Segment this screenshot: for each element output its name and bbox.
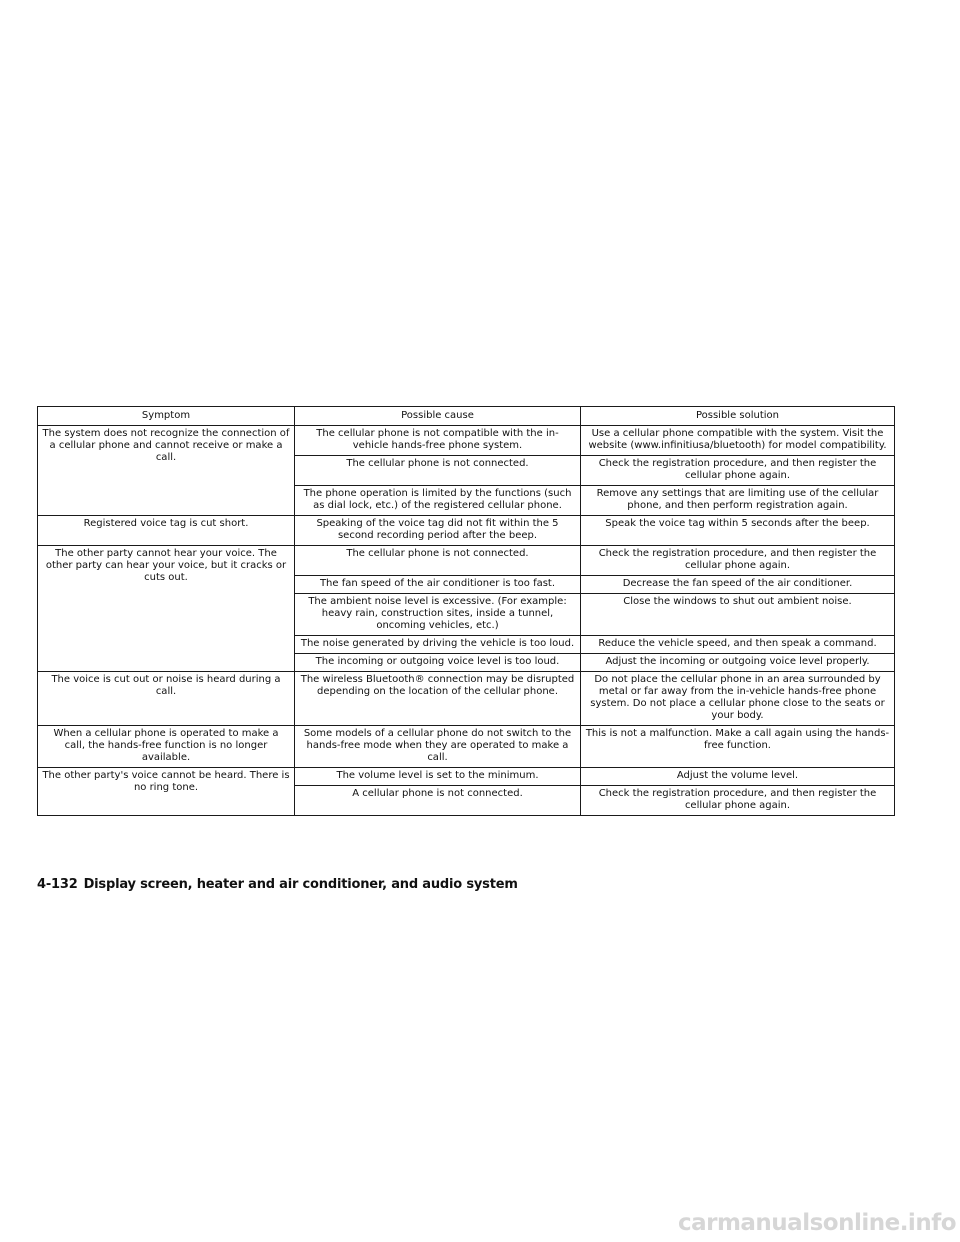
cause-cell: A cellular phone is not connected. (295, 786, 581, 816)
solution-cell: Adjust the volume level. (581, 768, 895, 786)
solution-cell: Do not place the cellular phone in an area surrounded by metal or far away from the in-vehicle hands-free phone system. Do not place a cellular phone close to the seats or your body. (581, 672, 895, 726)
symptom-cell: The other party's voice cannot be heard. There is no ring tone. (38, 768, 295, 816)
table-body (38, 426, 895, 816)
solution-cell: Reduce the vehicle speed, and then speak a command. (581, 636, 895, 654)
cause-cell: The incoming or outgoing voice level is too loud. (295, 654, 581, 672)
table-row (38, 516, 895, 546)
cause-cell: The cellular phone is not compatible with the in-vehicle hands-free phone system. (295, 426, 581, 456)
table-row (38, 768, 895, 786)
cause-cell: The fan speed of the air conditioner is too fast. (295, 576, 581, 594)
solution-cell: Close the windows to shut out ambient noise. (581, 594, 895, 636)
solution-cell: Adjust the incoming or outgoing voice level properly. (581, 654, 895, 672)
page-footer (37, 877, 518, 892)
header-symptom: Symptom (38, 407, 295, 426)
solution-cell: Check the registration procedure, and then register the cellular phone again. (581, 546, 895, 576)
table-header-row (38, 407, 895, 426)
solution-cell: Speak the voice tag within 5 seconds after the beep. (581, 516, 895, 546)
table-row (38, 546, 895, 576)
header-possible-solution: Possible solution (581, 407, 895, 426)
symptom-cell: When a cellular phone is operated to make a call, the hands-free function is no longer available. (38, 726, 295, 768)
cause-cell: The volume level is set to the minimum. (295, 768, 581, 786)
cause-cell: Some models of a cellular phone do not switch to the hands-free mode when they are operated to make a call. (295, 726, 581, 768)
table-row (38, 726, 895, 768)
solution-cell: Check the registration procedure, and then register the cellular phone again. (581, 786, 895, 816)
solution-cell: This is not a malfunction. Make a call again using the hands-free function. (581, 726, 895, 768)
cause-cell: The cellular phone is not connected. (295, 456, 581, 486)
symptom-cell: The system does not recognize the connection of a cellular phone and cannot receive or make a call. (38, 426, 295, 516)
solution-cell: Use a cellular phone compatible with the system. Visit the website (www.infinitiusa/bluetooth) for model compatibility. (581, 426, 895, 456)
cause-cell: Speaking of the voice tag did not fit within the 5 second recording period after the beep. (295, 516, 581, 546)
troubleshooting-table (37, 406, 895, 816)
table-row (38, 426, 895, 456)
symptom-cell: Registered voice tag is cut short. (38, 516, 295, 546)
cause-cell: The noise generated by driving the vehicle is too loud. (295, 636, 581, 654)
watermark-text: carmanualsonline.info (677, 1210, 956, 1236)
header-possible-cause: Possible cause (295, 407, 581, 426)
section-title: Display screen, heater and air conditioner, and audio system (83, 877, 518, 892)
solution-cell: Remove any settings that are limiting use of the cellular phone, and then perform registration again. (581, 486, 895, 516)
cause-cell: The phone operation is limited by the functions (such as dial lock, etc.) of the registered cellular phone. (295, 486, 581, 516)
solution-cell: Check the registration procedure, and then register the cellular phone again. (581, 456, 895, 486)
cause-cell: The wireless Bluetooth® connection may be disrupted depending on the location of the cellular phone. (295, 672, 581, 726)
symptom-cell: The voice is cut out or noise is heard during a call. (38, 672, 295, 726)
table-row (38, 672, 895, 726)
cause-cell: The ambient noise level is excessive. (For example: heavy rain, construction sites, inside a tunnel, oncoming vehicles, etc.) (295, 594, 581, 636)
page-number: 4-132 (37, 877, 78, 892)
solution-cell: Decrease the fan speed of the air conditioner. (581, 576, 895, 594)
symptom-cell: The other party cannot hear your voice. The other party can hear your voice, but it cracks or cuts out. (38, 546, 295, 672)
cause-cell: The cellular phone is not connected. (295, 546, 581, 576)
